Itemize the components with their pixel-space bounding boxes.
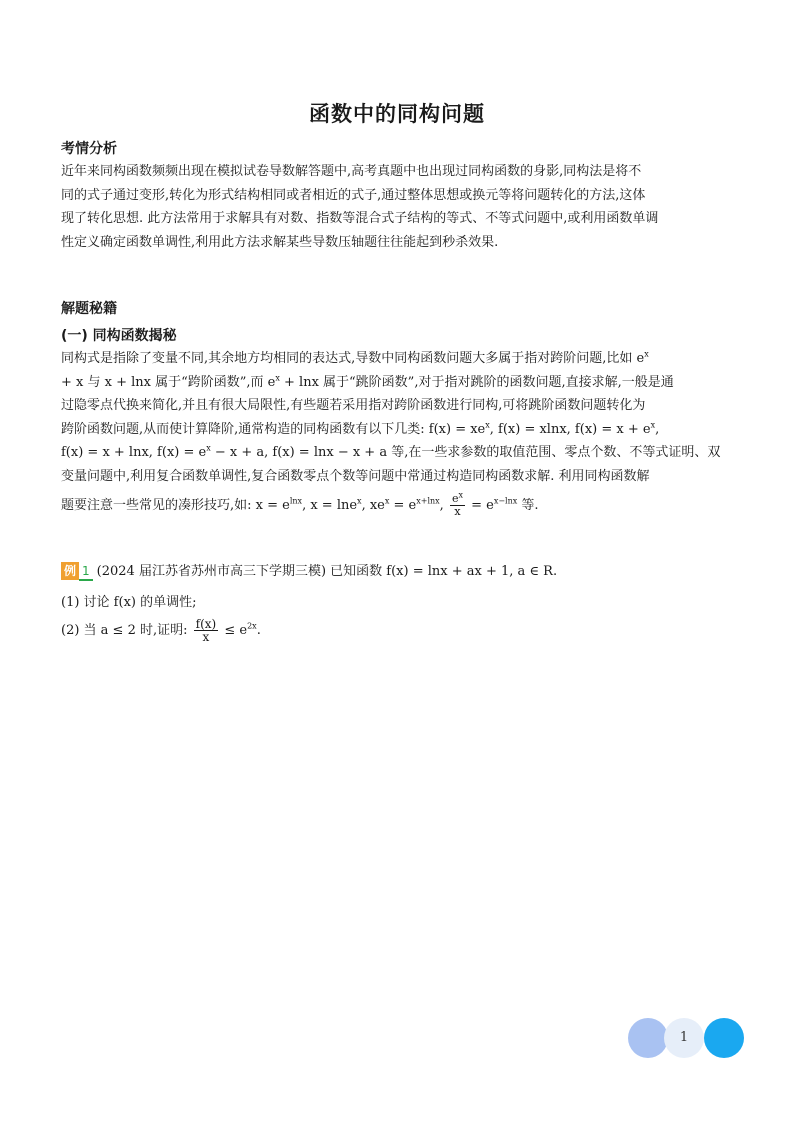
text-segment: = e — [389, 497, 417, 513]
superscript: x — [206, 444, 211, 454]
text-segment: = e — [466, 497, 494, 513]
text-segment: − x + a, f(x) = lnx − x + a 等,在一些求参数的取值范围、零点个数、不等式证明、双 — [210, 445, 721, 461]
example-number: 1 — [79, 563, 93, 581]
text-segment: 等. — [517, 497, 539, 513]
numerator-base: e — [451, 491, 459, 505]
page-indicator — [628, 1018, 744, 1058]
question-1: (1) 讨论 f(x) 的单调性; — [61, 595, 197, 610]
example-statement: (2024 届江苏省苏州市高三下学期三模) 已知函数 f(x) = lnx + ax + 1, a ∈ R. — [96, 564, 558, 579]
text-segment: 跨阶函数问题,从而使计算降阶,通常构造的同构函数有以下几类: f(x) = xe — [61, 421, 486, 437]
text-segment: , xe — [361, 497, 385, 513]
fraction-numerator — [450, 489, 465, 506]
text-segment: 同构式是指除了变量不同,其余地方均相同的表达式,导数中同构函数问题大多属于指对跨阶问题,比如 e — [61, 351, 645, 366]
fraction-denominator: x — [454, 504, 461, 518]
fraction — [194, 618, 219, 643]
text-segment: + x 与 x + lnx 属于“跨阶函数”,而 e — [61, 374, 276, 390]
superscript: x−lnx — [493, 496, 518, 506]
superscript: lnx — [289, 496, 303, 506]
analysis-paragraph — [61, 160, 737, 254]
section-heading-analysis: 考情分析 — [61, 141, 117, 157]
superscript: 2x — [247, 621, 257, 631]
text-line: 过隐零点代换来简化,并且有很大局限性,有些题若采用指对跨阶函数进行同构,可将跳阶函数问题转化为 — [61, 398, 646, 414]
superscript: x — [357, 496, 362, 506]
section-heading-secrets: 解题秘籍 — [61, 301, 117, 317]
fraction-numerator: f(x) — [195, 617, 217, 631]
superscript: x — [458, 489, 463, 499]
superscript: x — [485, 420, 490, 430]
analysis-line: 同的式子通过变形,转化为形式结构相同或者相近的式子,通过整体思想或换元等将问题转化的方法,这体 — [61, 187, 646, 203]
decorative-circle-left — [628, 1018, 668, 1058]
text-segment: , x = lne — [302, 497, 358, 513]
analysis-line: 现了转化思想. 此方法常用于求解具有对数、指数等混合式子结构的等式、不等式问题中,或利用函数单调 — [61, 211, 659, 227]
superscript: x — [275, 373, 280, 383]
example-1 — [61, 560, 557, 581]
superscript: x — [384, 496, 390, 506]
superscript: x — [644, 349, 649, 359]
text-line — [61, 347, 737, 371]
text-segment: + lnx 属于“跳阶函数”,对于指对跳阶的函数问题,直接求解,一般是通 — [279, 374, 674, 390]
superscript: x — [650, 420, 656, 430]
text-line: 变量问题中,利用复合函数单调性,复合函数零点个数等问题中常通过构造同构函数求解. 利用同构函数解 — [61, 468, 650, 484]
question-2-text: ≤ e — [220, 623, 248, 638]
fraction — [450, 489, 465, 518]
text-line — [61, 418, 737, 442]
question-2-text: . — [256, 623, 261, 638]
analysis-line: 近年来同构函数频频出现在模拟试卷导数解答题中,高考真题中也出现过同构函数的身影,同构法是将不 — [61, 164, 642, 179]
text-segment: f(x) = x + lnx, f(x) = e — [61, 445, 207, 461]
page-title: 函数中的同构问题 — [309, 101, 485, 126]
text-segment: , f(x) = xlnx, f(x) = x + e — [489, 421, 651, 437]
superscript: x+lnx — [416, 496, 440, 506]
question-2 — [61, 618, 261, 643]
subheading-isomorphic: (一) 同构函数揭秘 — [61, 328, 177, 344]
isomorphic-paragraph — [61, 347, 737, 523]
decorative-circle-right — [704, 1018, 744, 1058]
text-segment: 题要注意一些常见的凑形技巧,如: x = e — [61, 497, 290, 513]
analysis-line: 性定义确定函数单调性,利用此方法求解某些导数压轴题往往能起到秒杀效果. — [61, 234, 499, 250]
page-number: 1 — [664, 1018, 704, 1058]
text-segment: , — [655, 421, 660, 437]
example-badge: 例 — [61, 562, 79, 580]
fraction-denominator: x — [202, 630, 210, 644]
text-line — [61, 441, 737, 465]
text-line — [61, 489, 737, 523]
text-line — [61, 371, 737, 395]
text-segment: , — [439, 497, 448, 513]
question-2-text: (2) 当 a ≤ 2 时,证明: — [61, 623, 192, 638]
